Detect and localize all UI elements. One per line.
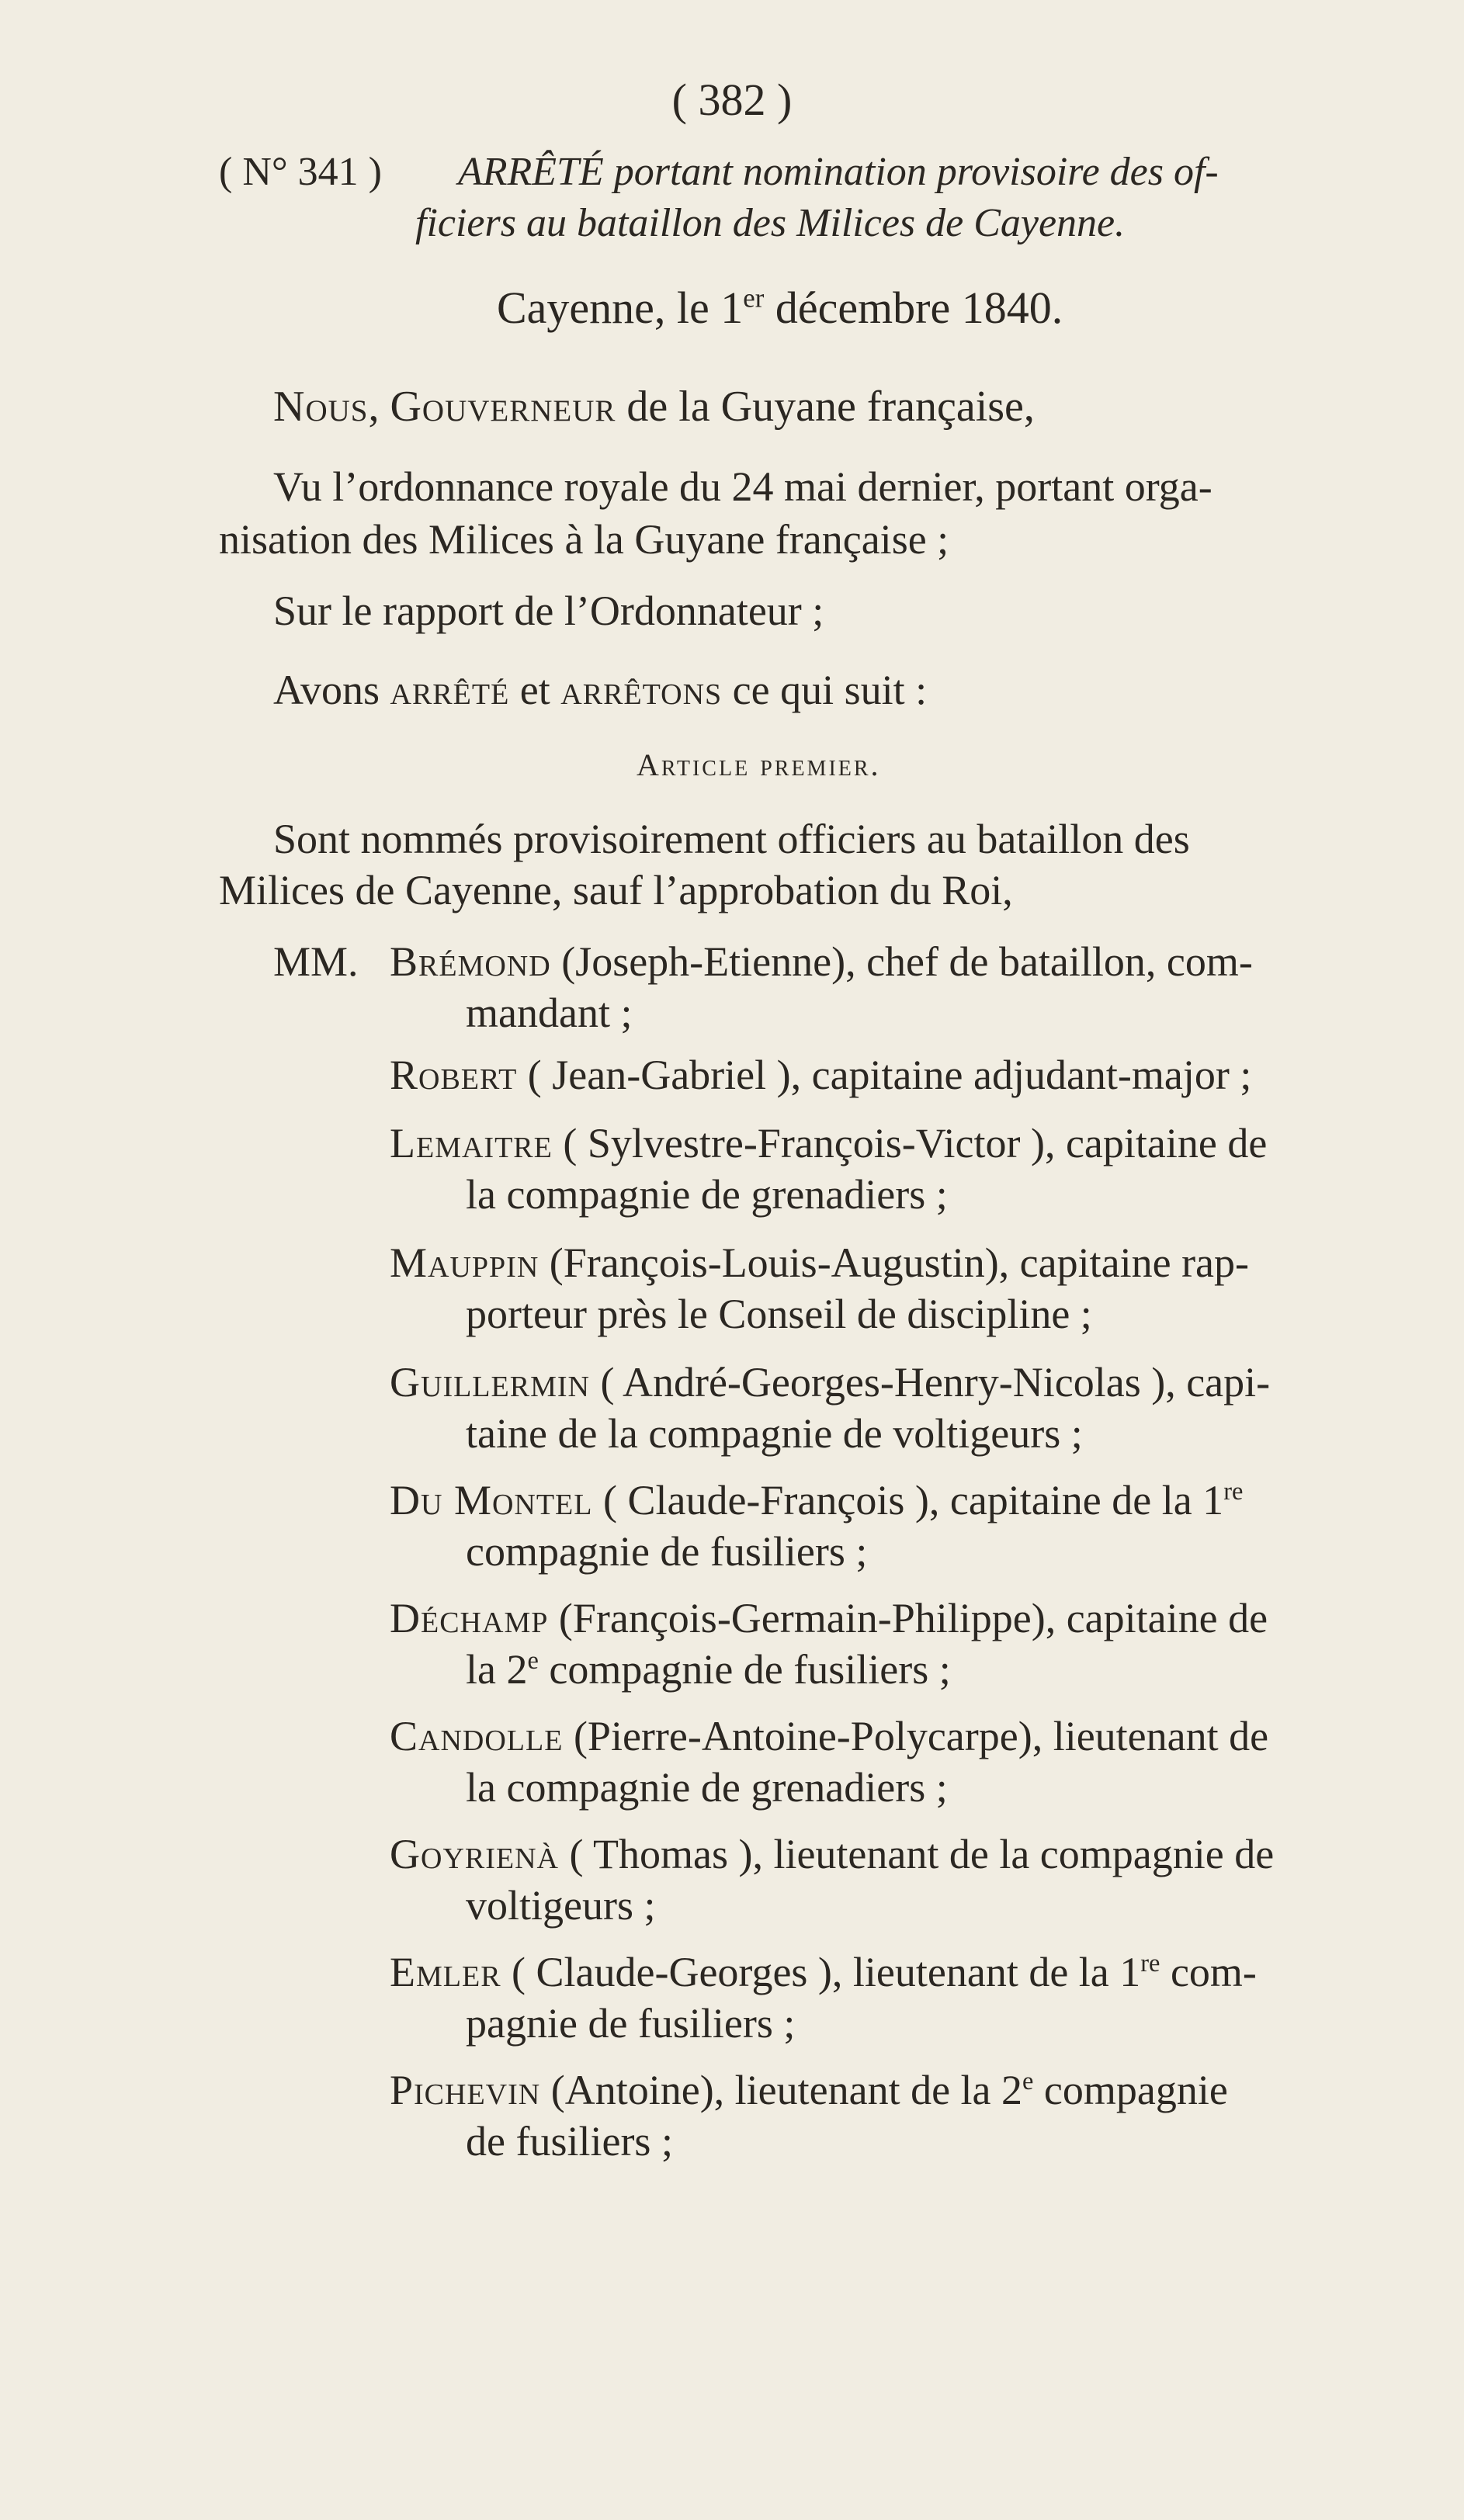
appointment-text: ( Sylvestre-François-Victor ), capitaine de: [552, 1120, 1268, 1166]
enacting-et: et: [519, 667, 550, 713]
appointment-item: [390, 1597, 1268, 1639]
appointment-item: [390, 1054, 1251, 1096]
appointment-continuation: mandant ;: [466, 990, 633, 1036]
appointment-item: [390, 1239, 1249, 1286]
authority-separator: ,: [368, 383, 390, 431]
appointment-continuation: pagnie de fusiliers ;: [466, 2000, 796, 2047]
appointee-name: Brémond: [390, 938, 551, 985]
appointee-name: Pichevin: [390, 2067, 541, 2113]
enacting-clause: [273, 669, 927, 711]
appointee-name: Mauppin: [390, 1239, 539, 1286]
appointment-continuation: la compagnie de grenadiers ;: [466, 1171, 948, 1218]
appointment-item: [390, 938, 1253, 985]
appointment-continuation: de fusiliers ;: [466, 2118, 673, 2165]
article-line-2: Milices de Cayenne, sauf l’approbation du Roi,: [219, 867, 1013, 913]
appointment-text: compagnie de fusiliers ;: [538, 1646, 951, 1693]
appointee-name: Déchamp: [390, 1595, 549, 1641]
appointment-continuation: taine de la compagnie de voltigeurs ;: [466, 1410, 1083, 1457]
decree-reference: ( N° 341 ): [219, 150, 382, 194]
enacting-arrete: arrêté: [390, 667, 510, 713]
ordinal-superscript: e: [527, 1647, 539, 1675]
place-date: [497, 283, 1063, 333]
decree-title-line-1: ARRÊTÉ portant nomination provisoire des of-: [458, 150, 1219, 194]
appointment-text: (Antoine), lieutenant de la 2: [540, 2067, 1023, 2113]
appointment-text: la 2: [466, 1646, 528, 1693]
appointment-continuation: compagnie de fusiliers ;: [466, 1528, 868, 1575]
appointee-name: Candolle: [390, 1713, 564, 1759]
appointment-item: [390, 1715, 1268, 1757]
ordinal-superscript: e: [1022, 2068, 1034, 2095]
appointment-text: ( André-Georges-Henry-Nicolas ), capi-: [589, 1359, 1271, 1406]
appointment-text: (François-Germain-Philippe), capitaine de: [548, 1595, 1268, 1641]
ordinal-superscript: re: [1140, 1950, 1160, 1978]
appointment-text: (Joseph-Etienne), chef de bataillon, com-: [550, 938, 1253, 985]
appointment-text: ( Claude-François ), capitaine de la 1: [592, 1477, 1224, 1523]
appointment-continuation: porteur près le Conseil de discipline ;: [466, 1291, 1092, 1337]
authority-line: [273, 383, 1035, 431]
appointment-text: ( Thomas ), lieutenant de la compagnie de: [558, 1831, 1275, 1877]
appointee-name: Du Montel: [390, 1477, 593, 1523]
appointee-name: Goyrienà: [390, 1831, 559, 1877]
appointment-text: com-: [1160, 1949, 1257, 1995]
place-date-superscript: er: [743, 283, 765, 314]
enacting-suit: ce qui suit :: [732, 667, 928, 713]
appointment-item: [390, 2069, 1228, 2111]
appointment-text: ( Jean-Gabriel ), capitaine adjudant-major ;: [517, 1052, 1252, 1098]
governor-title: Gouverneur: [390, 383, 616, 431]
article-title: Article premier.: [637, 747, 881, 782]
appointment-item: [390, 1122, 1267, 1164]
enacting-avons: Avons: [273, 667, 380, 713]
report-line: Sur le rapport de l’Ordonnateur ;: [273, 588, 824, 634]
appointment-continuation: la compagnie de grenadiers ;: [466, 1764, 948, 1811]
appointment-text: (Pierre-Antoine-Polycarpe), lieutenant de: [563, 1713, 1269, 1759]
mm-label: MM.: [273, 938, 359, 985]
appointment-item: [390, 1833, 1274, 1875]
appointee-name: Emler: [390, 1949, 501, 1995]
ordinal-superscript: re: [1223, 1478, 1244, 1506]
appointment-text: (François-Louis-Augustin), capitaine rap-: [539, 1239, 1249, 1286]
article-line-1: Sont nommés provisoirement officiers au bataillon des: [273, 816, 1190, 862]
page-number: ( 382 ): [671, 75, 793, 125]
appointee-name: Guillermin: [390, 1359, 590, 1406]
appointment-item: [390, 1479, 1243, 1521]
whereas-line-1: Vu l’ordonnance royale du 24 mai dernier, portant orga-: [273, 463, 1212, 510]
appointment-item: [390, 1951, 1257, 1993]
appointment-text: ( Claude-Georges ), lieutenant de la 1: [501, 1949, 1141, 1995]
authority-rest: de la Guyane française,: [616, 383, 1035, 431]
place-date-suffix: décembre 1840.: [764, 283, 1063, 333]
appointment-continuation: [466, 1646, 951, 1693]
nous-word: Nous: [273, 383, 369, 431]
enacting-arretons: arrêtons: [560, 667, 723, 713]
appointment-item: [390, 1359, 1271, 1406]
place-date-prefix: Cayenne, le 1: [497, 283, 744, 333]
appointment-continuation: voltigeurs ;: [466, 1882, 656, 1929]
appointee-name: Lemaitre: [390, 1120, 553, 1166]
appointee-name: Robert: [390, 1052, 518, 1098]
decree-title-line-2: ficiers au bataillon des Milices de Cayenne.: [415, 201, 1126, 245]
whereas-line-2: nisation des Milices à la Guyane française ;: [219, 516, 949, 563]
appointment-text: compagnie: [1033, 2067, 1228, 2113]
